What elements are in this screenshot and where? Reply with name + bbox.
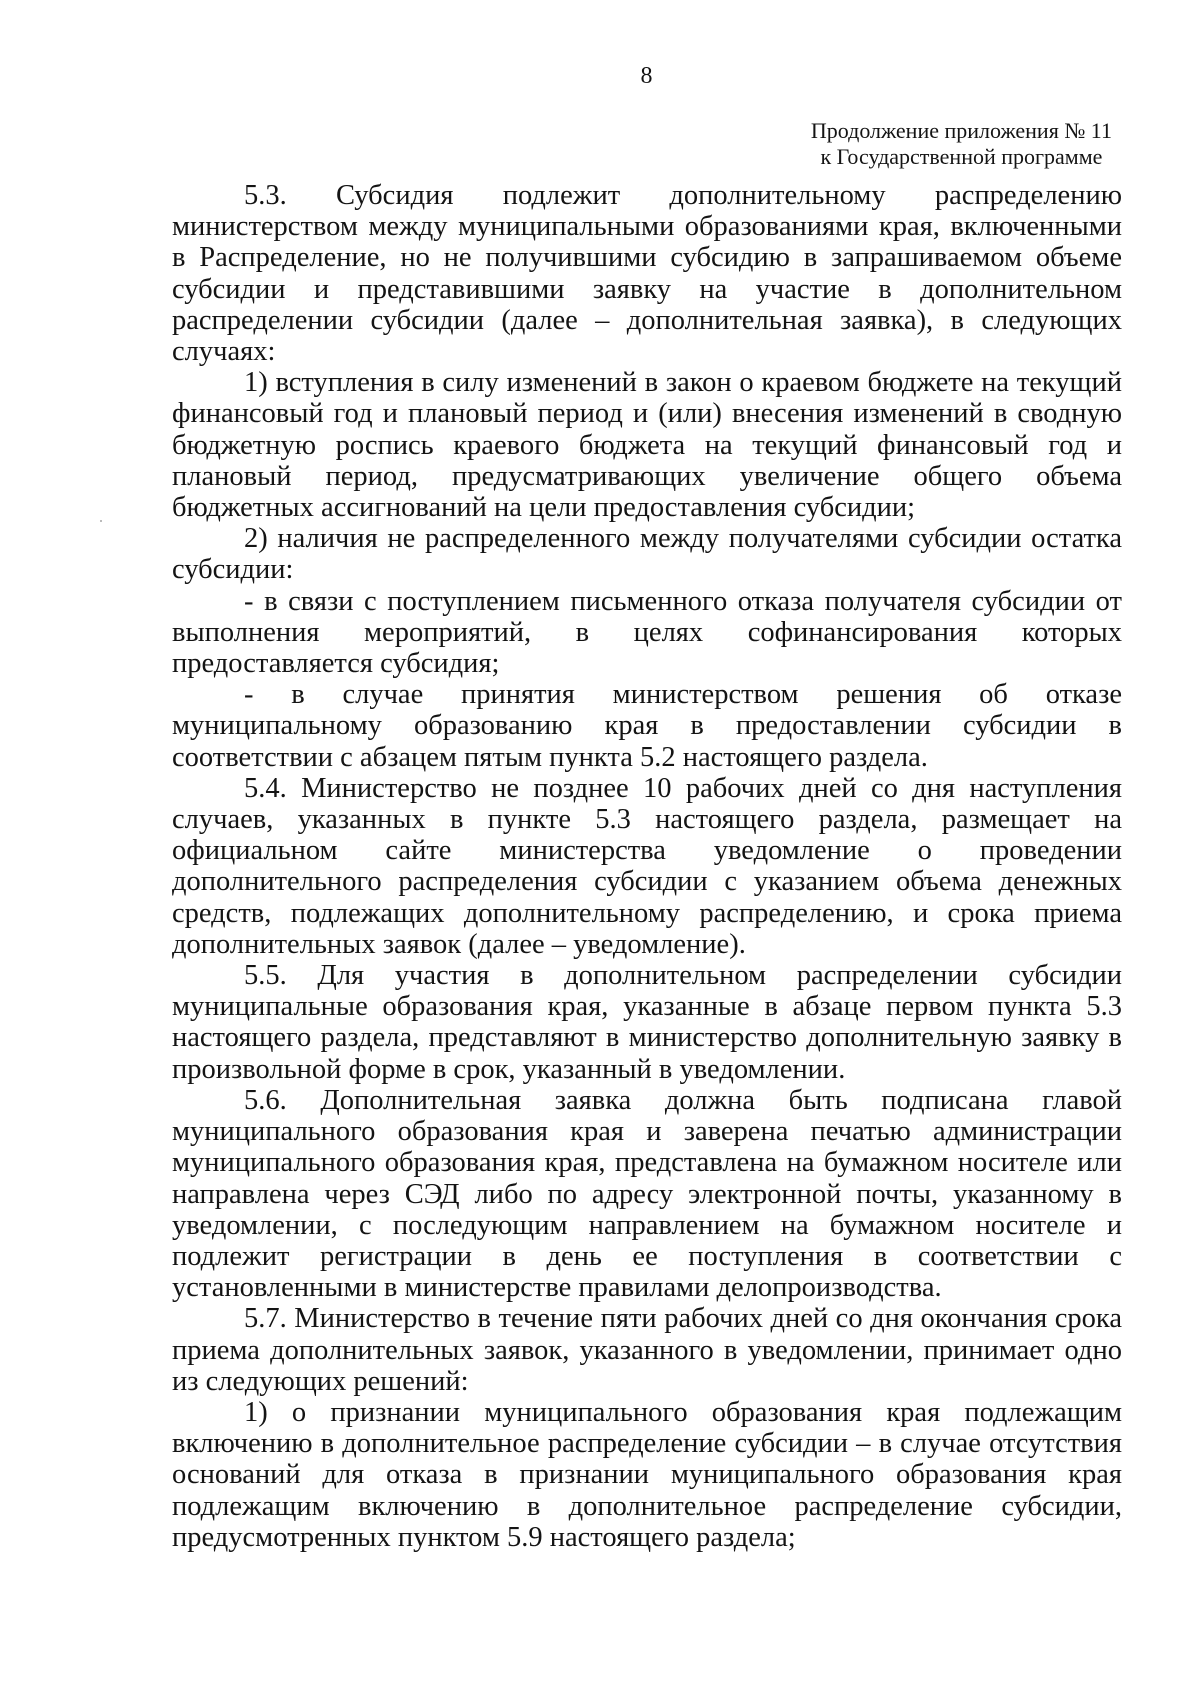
appendix-header-line-1: Продолжение приложения № 11 — [810, 118, 1112, 143]
paragraph-5-3-item-2-dash-2: - в случае принятия министерством решения об отказе муниципальному образованию края в предоставлении субсидии в соответствии с абзацем пятым пункта 5.2 настоящего раздела. — [172, 679, 1122, 773]
appendix-header-line-2: к Государственной программе — [820, 144, 1103, 169]
page-number: 8 — [640, 63, 653, 89]
paragraph-5-7: 5.7. Министерство в течение пяти рабочих дней со дня окончания срока приема дополнительных заявок, указанного в уведомлении, принимает одно из следующих решений: — [172, 1303, 1122, 1397]
paragraph-5-3-item-2: 2) наличия не распределенного между получателями субсидии остатка субсидии: — [172, 523, 1122, 586]
paragraph-5-4: 5.4. Министерство не позднее 10 рабочих дней со дня наступления случаев, указанных в пункте 5.3 настоящего раздела, размещает на официальном сайте министерства уведомление о проведении дополнительного распределения субсидии с указанием объема денежных средств, подлежащих дополнительному распределению, и срока приема дополнительных заявок (далее – уведомление). — [172, 772, 1122, 960]
paragraph-5-3: 5.3. Субсидия подлежит дополнительному распределению министерством между муниципальными образованиями края, включенными в Распределение, но не получившими субсидию в запрашиваемом объеме субсидии и представившими заявку на участие в дополнительном распределении субсидии (далее – дополнительная заявка), в следующих случаях: — [172, 180, 1122, 368]
paragraph-5-3-item-2-dash-1: - в связи с поступлением письменного отказа получателя субсидии от выполнения мероприятий, в целях софинансирования которых предоставляется субсидия; — [172, 585, 1122, 680]
appendix-header — [811, 118, 1112, 170]
paragraph-5-3-item-1: 1) вступления в силу изменений в закон о краевом бюджете на текущий финансовый год и плановый период и (или) внесения изменений в сводную бюджетную роспись краевого бюджета на текущий финансовый год и плановый период, предусматривающих увеличение общего объема бюджетных ассигнований на цели предоставления субсидии; — [172, 367, 1122, 524]
paragraph-5-5: 5.5. Для участия в дополнительном распределении субсидии муниципальные образования края, указанные в абзаце первом пункта 5.3 настоящего раздела, представляют в министерство дополнительную заявку в произвольной форме в срок, указанный в уведомлении. — [172, 960, 1122, 1085]
scan-speck — [100, 520, 102, 522]
document-body — [172, 180, 1122, 1553]
paragraph-5-7-item-1: 1) о признании муниципального образования края подлежащим включению в дополнительное распределение субсидии – в случае отсутствия оснований для отказа в признании муниципального образования края подлежащим включению в дополнительное распределение субсидии, предусмотренных пунктом 5.9 настоящего раздела; — [172, 1396, 1122, 1553]
paragraph-5-6: 5.6. Дополнительная заявка должна быть подписана главой муниципального образования края и заверена печатью администрации муниципального образования края, представлена на бумажном носителе или направлена через СЭД либо по адресу электронной почты, указанному в уведомлении, с последующим направлением на бумажном носителе и подлежит регистрации в день ее поступления в соответствии с установленными в министерстве правилами делопроизводства. — [172, 1084, 1122, 1304]
